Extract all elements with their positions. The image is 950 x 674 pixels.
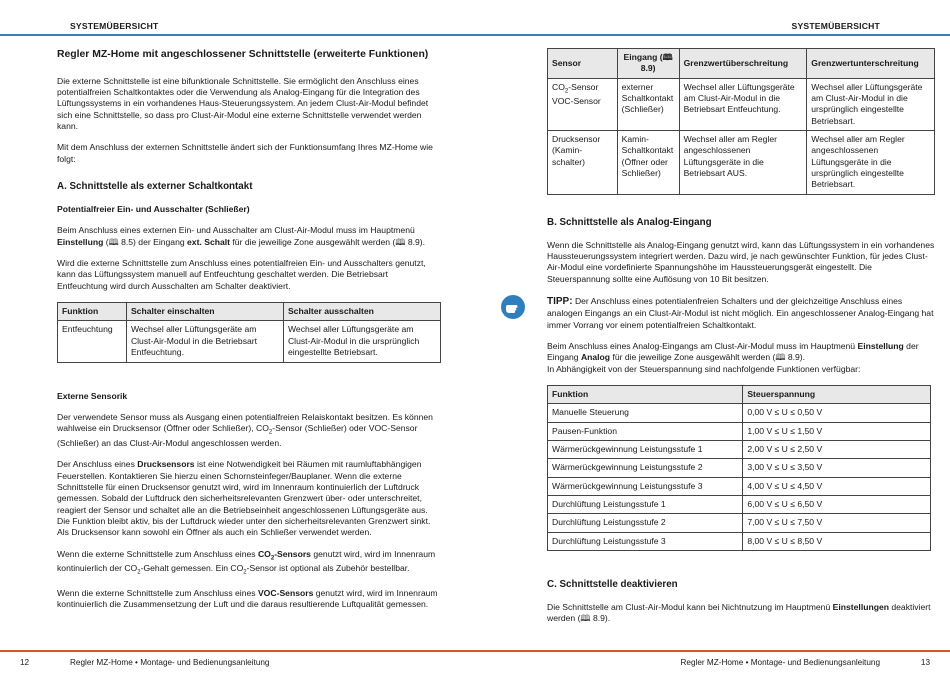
table-header: Schalter ausschalten: [283, 303, 440, 321]
subheading-sensorik: Externe Sensorik: [57, 390, 128, 401]
table-cell: 0,00 V ≤ U ≤ 0,50 V: [743, 404, 931, 422]
subheading-potentialfrei: Potentialfreier Ein- und Ausschalter (Schließer): [57, 204, 250, 215]
paragraph-voc: Wenn die externe Schnittstelle zum Anschluss eines VOC-Sensors genutzt wird, wird im Innenraum kontinuierlich die Zusammensetzung der Luft und die daraus resultierende Luftqualität gemessen.: [57, 587, 438, 610]
pointing-hand-icon: [501, 295, 525, 319]
table-cell: Kamin-Schaltkontakt (Öffner oder Schließer): [617, 131, 679, 195]
section-a-heading: A. Schnittstelle als externer Schaltkontakt: [57, 181, 253, 193]
voltage-function-table: [547, 385, 931, 551]
table-row: [548, 422, 931, 440]
table-cell: 1,00 V ≤ U ≤ 1,50 V: [743, 422, 931, 440]
right-footer: [475, 650, 950, 674]
section-c-heading: C. Schnittstelle deaktivieren: [547, 579, 678, 591]
intro-paragraph: Die externe Schnittstelle ist eine bifunktionale Schnittstelle. Sie ermöglicht den Anschluss eines potentialfreien Schaltkontaktes oder die Verwendung als Analog-Eingang für die Integration des Lüftungssystems in ein vorhandenes Haus-Steuerungssystem. An jedem Clust-Air-Modul befindet sich eine Schnittstelle, so dass pro Clust-Air-Modul eine externe Schnittstelle verwendet werden kann.: [57, 75, 429, 132]
table-cell: 6,00 V ≤ U ≤ 6,50 V: [743, 496, 931, 514]
table-row: [548, 459, 931, 477]
paragraph-co2: Wenn die externe Schnittstelle zum Anschluss eines $CO_2$-Sensors genutzt wird, wird im Innenraum kontinuierlich der $CO_2$-Gehalt gemessen. Ein $CO_2$-Sensor ist optional als Zubehör bestellbar.: [57, 548, 436, 576]
paragraph-schalter: Wird die externe Schnittstelle zum Anschluss eines potentialfreien Ein- und Ausschalters genutzt, kann das Lüftungssystem manuell auf Entfeuchtung geschaltet werden. Die Betriebsart Entfeuchtung wird durch Ausschalten am Schalter deaktiviert.: [57, 258, 426, 291]
table-row: [548, 477, 931, 495]
table-row: [548, 514, 931, 532]
table-cell: Wechsel aller am Regler angeschlossenen Lüftungsgeräte in die Betriebsart AUS.: [679, 131, 807, 195]
table-cell: Durchlüftung Leistungsstufe 1: [548, 496, 743, 514]
table-row: [58, 321, 441, 362]
table-cell: Entfeuchtung: [58, 321, 127, 362]
table-cell: Pausen-Funktion: [548, 422, 743, 440]
left-page-number: 12: [20, 658, 30, 667]
sensor-table: [547, 48, 935, 195]
table-header: Funktion: [58, 303, 127, 321]
paragraph-anschluss: Beim Anschluss eines externen Ein- und Ausschalter am Clust-Air-Modul muss im Hauptmenü Einstellung (🕮 8.5) der Eingang ext. Schalt für die jeweilige Zone ausgewählt werden (🕮 8.9).: [57, 225, 426, 247]
paragraph-deaktivieren: Die Schnittstelle am Clust-Air-Modul kann bei Nichtnutzung im Hauptmenü Einstellungen deaktiviert werden (🕮 8.9).: [547, 602, 931, 624]
table-cell: Wechsel aller am Regler angeschlossenen Lüftungsgeräte in die ursprünglich eingestellte Betriebsart.: [807, 131, 935, 195]
table-cell: Drucksensor (Kamin-schalter): [548, 131, 618, 195]
table-header: Schalter einschalten: [126, 303, 283, 321]
switch-function-table: [57, 302, 441, 362]
left-footer: [0, 650, 475, 674]
table-cell: Durchlüftung Leistungsstufe 3: [548, 532, 743, 550]
left-footer-line: [0, 650, 475, 652]
left-header-title: SYSTEMÜBERSICHT: [70, 21, 159, 31]
table-row: [548, 441, 931, 459]
table-row: [548, 78, 935, 130]
left-footer-title: Regler MZ-Home • Montage- und Bedienungsanleitung: [70, 658, 270, 667]
table-cell: Wärmerückgewinnung Leistungsstufe 2: [548, 459, 743, 477]
table-row: [548, 532, 931, 550]
table-cell: Wechsel aller Lüftungsgeräte am Clust-Air-Modul in die ursprünglich eingestellte Betriebsart.: [807, 78, 935, 130]
table-cell: 4,00 V ≤ U ≤ 4,50 V: [743, 477, 931, 495]
paragraph-analog-2: Beim Anschluss eines Analog-Eingangs am Clust-Air-Modul muss im Hauptmenü Einstellung der Eingang Analog für die jeweilige Zone ausgewählt werden (🕮 8.9). In Abhängigkeit von der Steuerspannung sind nachfolgende Funktionen verfügbar:: [547, 340, 919, 374]
table-cell: Wechsel aller Lüftungsgeräte am Clust-Air-Modul in die ursprünglich eingestellte Betriebsart.: [283, 321, 440, 362]
right-content: [547, 48, 935, 635]
table-header: Grenzwertüberschreitung: [679, 49, 807, 79]
table-cell: 2,00 V ≤ U ≤ 2,50 V: [743, 441, 931, 459]
right-page: [475, 0, 950, 674]
table-cell: Wechsel aller Lüftungsgeräte am Clust-Air-Modul in die Betriebsart Entfeuchtung.: [679, 78, 807, 130]
left-header: [0, 0, 475, 34]
tip-box: [547, 295, 935, 331]
right-footer-line: [475, 650, 950, 652]
table-cell: $CO_2$-Sensor VOC-Sensor: [548, 78, 618, 130]
table-header: Funktion: [548, 385, 743, 403]
right-header-line: [475, 34, 950, 36]
table-header: Sensor: [548, 49, 618, 79]
intro-paragraph-2: Mit dem Anschluss der externen Schnittstelle ändert sich der Funktionsumfang Ihres MZ-Home wie folgt:: [57, 142, 433, 164]
table-cell: 7,00 V ≤ U ≤ 7,50 V: [743, 514, 931, 532]
section-b-heading: B. Schnittstelle als Analog-Eingang: [547, 216, 712, 228]
table-cell: Wärmerückgewinnung Leistungsstufe 1: [548, 441, 743, 459]
table-cell: 3,00 V ≤ U ≤ 3,50 V: [743, 459, 931, 477]
right-footer-title: Regler MZ-Home • Montage- und Bedienungsanleitung: [680, 658, 880, 667]
tip-text: TIPP: Der Anschluss eines potentialenfreien Schalters und der gleichzeitige Anschluss eines analogen Eingangs an ein Clust-Air-Modul ist nicht möglich. Ein angeschlossener Analog-Eingang hat immer Vorrang vor einem potentialfreien Schaltkontakt.: [547, 296, 934, 330]
table-cell: 8,00 V ≤ U ≤ 8,50 V: [743, 532, 931, 550]
paragraph-analog: Wenn die Schnittstelle als Analog-Eingang genutzt wird, kann das Lüftungssystem in ein vorhandenes Haussteuerungssystem integriert werden. Dazu wird, je nach gewünschter Funktion, für jedes Clust-Air-Modul eine vordefinierte Spannungshöhe im Haussteuerungsgerät eingestellt. Die Steuerspannung sollte eine Auflösung von 10 Bit besitzen.: [547, 239, 935, 284]
table-header: Steuerspannung: [743, 385, 931, 403]
right-header-title: SYSTEMÜBERSICHT: [791, 21, 880, 31]
table-header: Eingang (🕮 8.9): [617, 49, 679, 79]
left-content: [57, 48, 441, 621]
right-page-number: 13: [920, 658, 930, 667]
table-cell: Wärmerückgewinnung Leistungsstufe 3: [548, 477, 743, 495]
paragraph-drucksensor: Der Anschluss eines Drucksensors ist eine Notwendigkeit bei Räumen mit raumluftabhängigen Feuerstellen. Kontaktieren Sie hierzu einen Schornsteinfeger/Bauplaner. Wenn die externe Schnittstelle für einen Drucksensor genutzt wird, wird im Innenraum kontinuierlich der Luftdruck gemessen. Sobald der Luftdruck den sicherheitsrelevanten Grenzwert über- oder unterschreitet, reagiert der Sensor und schaltet alle an die Betriebseinheit angeschlossenen Lüftungsgeräte aus. Die Funktion bleibt aktiv, bis der Luftdruck wieder unter den sicherheitsrelevanten Grenzwert sinkt. Als Drucksensor kann sowohl ein Öffner als auch ein Schließer verwendet werden.: [57, 459, 431, 538]
table-row: [548, 496, 931, 514]
table-cell: Manuelle Steuerung: [548, 404, 743, 422]
table-row: [548, 131, 935, 195]
left-header-line: [0, 34, 475, 36]
table-cell: externer Schaltkontakt (Schließer): [617, 78, 679, 130]
paragraph-sensor: Der verwendete Sensor muss als Ausgang einen potentialfreien Relaiskontakt besitzen. Es können wahlweise ein Drucksensor (Öffner oder Schließer), $CO_2$-Sensor (Schließer) oder VOC-Sensor (Schließer) an das Clust-Air-Modul angeschlossen werden.: [57, 411, 433, 448]
page-heading: Regler MZ-Home mit angeschlossener Schnittstelle (erweiterte Funktionen): [57, 49, 429, 60]
right-header: [475, 0, 950, 34]
table-row: [548, 404, 931, 422]
table-cell: Durchlüftung Leistungsstufe 2: [548, 514, 743, 532]
table-cell: Wechsel aller Lüftungsgeräte am Clust-Air-Modul in die Betriebsart Entfeuchtung.: [126, 321, 283, 362]
table-header: Grenzwertunterschreitung: [807, 49, 935, 79]
